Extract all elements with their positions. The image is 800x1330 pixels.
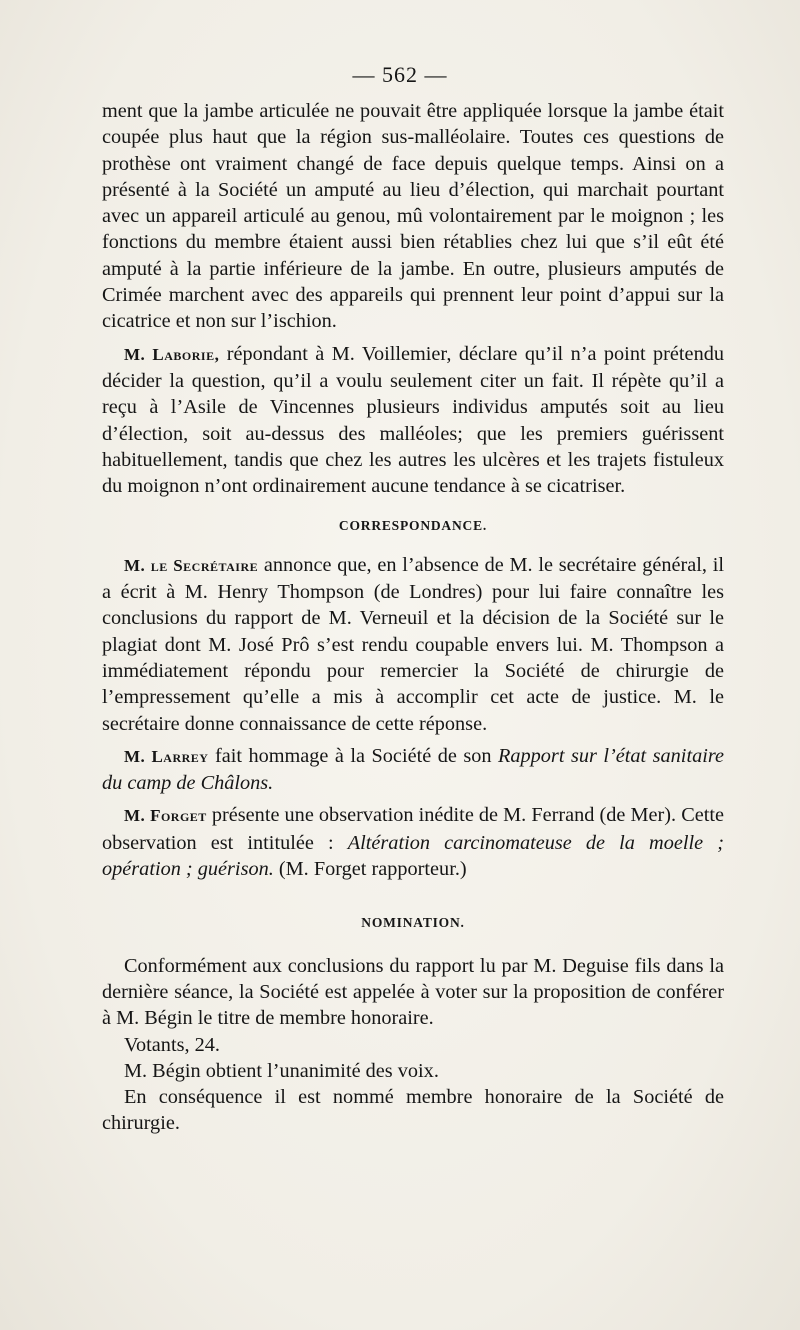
paragraph-larrey xyxy=(102,743,724,797)
paragraph-forget xyxy=(102,802,724,882)
paragraph-votants: Votants, 24. xyxy=(124,1033,220,1056)
speaker-laborie: M. Laborie, xyxy=(124,344,220,364)
section-heading-nomination: NOMINATION. xyxy=(361,915,465,931)
speaker-secretaire: M. le Secrétaire xyxy=(124,555,259,575)
secretaire-text: annonce que, en l’absence de M. le secrétaire général, il a écrit à M. Henry Thompson (de Londres) pour lui faire connaître les conclusions du rapport de M. Verneuil et la décision de la Société sur le plagiat dont M. José Prô s’est rendu coupable envers lui. M. Thompson a immédiatement répondu pour remercier la Société de chirurgie de l’empressement qu’elle a mis à accomplir cet acte de justice. M. le secrétaire donne connaissance de cette réponse. xyxy=(102,553,725,735)
paragraph-prothese: ment que la jambe articulée ne pouvait être appliquée lorsque la jambe était coupée plus haut que la région sus-malléolaire. Toutes ces questions de prothèse ont vraiment changé de face depuis quelque temps. Ainsi on a présenté à la Société un amputé au lieu d’élection, qui marchait pourtant avec un appareil articulé au genou, mû volontairement par le moignon ; les fonctions du membre étaient aussi bien rétablies chez lui que s’il eût été amputé à la partie inférieure de la jambe. En outre, plusieurs amputés de Crimée marchent avec des appareils qui prennent leur point d’appui sur la cicatrice et non sur l’ischion. xyxy=(102,100,724,333)
speaker-larrey: M. Larrey xyxy=(124,746,209,766)
page-number: — 562 — xyxy=(352,62,448,87)
speaker-forget: M. Forget xyxy=(124,806,207,826)
paragraph-secretaire xyxy=(102,552,724,737)
section-heading-correspondance: CORRESPONDANCE. xyxy=(338,518,488,534)
larrey-text: fait hommage à la Société de son xyxy=(208,744,498,767)
paragraph-laborie xyxy=(102,341,724,500)
laborie-text: répondant à M. Voillemier, déclare qu’il n’a point prétendu décider la question, qu’il a voulu seulement citer un fait. Il répète qu’il a reçu à l’Asile de Vincennes plusieurs individus amputés soit au lieu d’élection, soit au-dessus des malléoles; que les premiers guérissent habituellement, tandis que chez les autres les ulcères et les trajets fistuleux du moignon n’ont ordinairement aucune tendance à se cicatriser. xyxy=(102,342,724,498)
forget-text: présente une observation inédite de M. Ferrand (de Mer). Cette observation est intitulée : xyxy=(102,804,724,854)
larrey-report-title: Rapport sur l’état sanitaire du camp de Châlons. xyxy=(102,744,724,795)
body-text xyxy=(102,98,724,1137)
paragraph-unanimite: M. Bégin obtient l’unanimité des voix. xyxy=(124,1059,439,1082)
forget-observation-title: Altération carcinomateuse de la moelle ; opération ; guérison. xyxy=(102,831,724,881)
forget-tail: (M. Forget rapporteur.) xyxy=(273,858,467,881)
paragraph-nomination: Conformément aux conclusions du rapport lu par M. Deguise fils dans la dernière séance, la Société est appelée à voter sur la proposition de conférer à M. Bégin le titre de membre honoraire. xyxy=(102,954,724,1030)
paragraph-membre-honoraire: En conséquence il est nommé membre honoraire de la Société de chirurgie. xyxy=(102,1086,724,1135)
